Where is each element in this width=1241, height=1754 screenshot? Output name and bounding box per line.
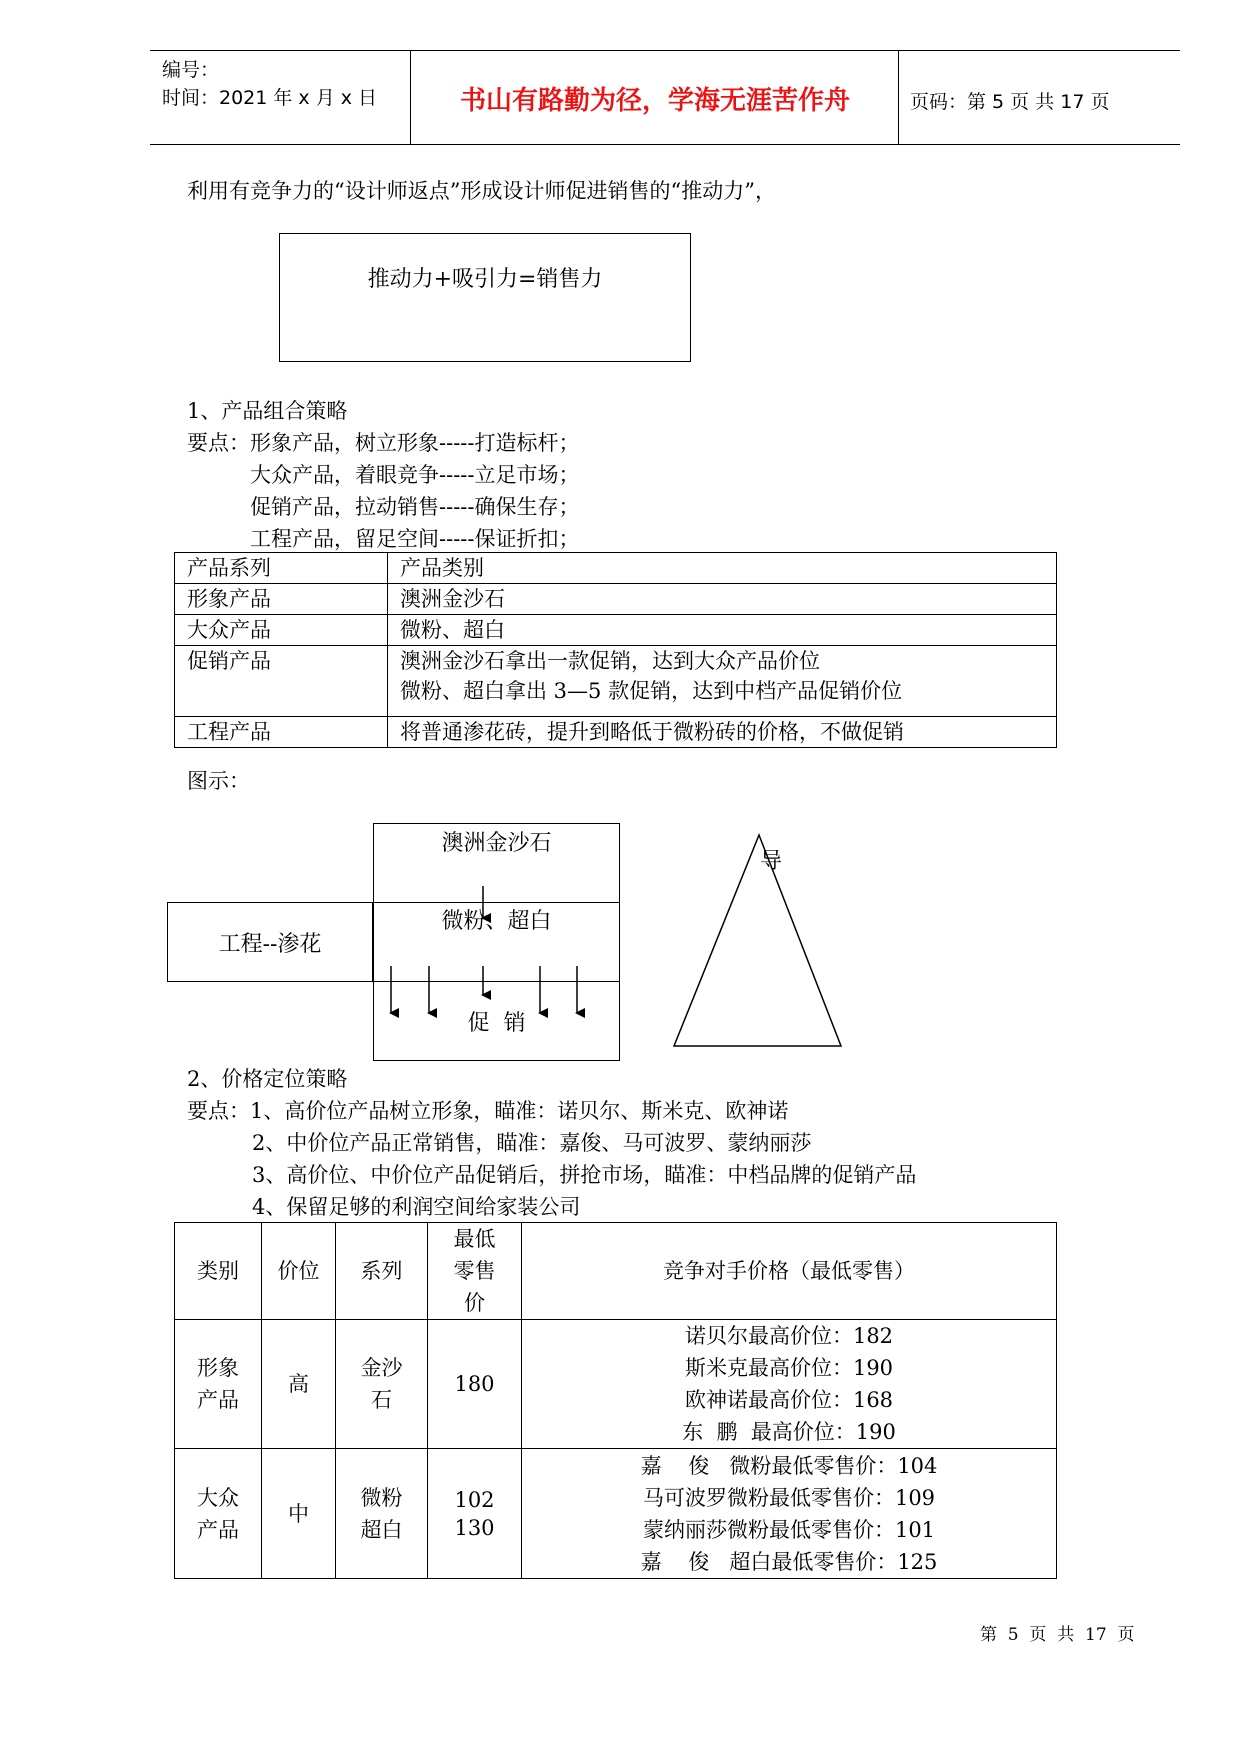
document-time-label: 时间：2021 年 x 月 x 日 <box>162 87 378 109</box>
table-cell <box>522 1320 1057 1449</box>
table-cell: 大众产品 <box>175 615 388 646</box>
table-cell: 促销产品 <box>175 646 388 717</box>
table-cell: 澳洲金沙石拿出一款促销，达到大众产品价位 微粉、超白拿出 3—5 款促销，达到中档产品促销价位 <box>388 646 1057 717</box>
table-cell: 微粉 超白 <box>336 1449 428 1579</box>
competitor-price: 诺贝尔最高价位：182 <box>684 1324 894 1348</box>
triangle-icon <box>674 835 841 1046</box>
table-cell: 金沙 石 <box>336 1320 428 1449</box>
table-header-cell: 最低 零售 价 <box>428 1223 522 1320</box>
table-cell: 将普通渗花砖，提升到略低于微粉砖的价格，不做促销 <box>388 717 1057 748</box>
section2-title: 2、价格定位策略 <box>187 1067 348 1091</box>
table-header-cell: 产品类别 <box>388 553 1057 584</box>
section2-point: 要点：1、高价位产品树立形象，瞄准：诺贝尔、斯米克、欧神诺 <box>187 1099 789 1123</box>
formula-text: 推动力+吸引力=销售力 <box>367 267 603 292</box>
competitor-price: 斯米克最高价位：190 <box>684 1356 894 1380</box>
table-cell: 形象产品 <box>175 584 388 615</box>
table-header-cell: 竞争对手价格（最低零售） <box>522 1223 1057 1320</box>
table-cell: 形象 产品 <box>175 1320 262 1449</box>
table-cell: 102 130 <box>428 1449 522 1579</box>
competitor-price: 欧神诺最高价位：168 <box>684 1388 894 1412</box>
section2-point: 2、中价位产品正常销售，瞄准：嘉俊、马可波罗、蒙纳丽莎 <box>252 1131 812 1155</box>
triangle-label: 导 <box>760 850 783 870</box>
table-cell: 大众 产品 <box>175 1449 262 1579</box>
competitor-price: 东 鹏 最高价位：190 <box>682 1420 896 1444</box>
table-cell: 微粉、超白 <box>388 615 1057 646</box>
table-cell: 高 <box>262 1320 336 1449</box>
diagram-bottom-text: 促 销 <box>467 1011 526 1036</box>
section1-point: 大众产品，着眼竞争-----立足市场； <box>250 463 580 487</box>
section1-point: 工程产品，留足空间-----保证折扣； <box>250 527 580 551</box>
diagram-left-text: 工程--渗花 <box>218 932 322 957</box>
table-row <box>175 1320 1057 1449</box>
table-cell: 中 <box>262 1449 336 1579</box>
table-header-cell: 系列 <box>336 1223 428 1320</box>
table-header-cell: 价位 <box>262 1223 336 1320</box>
diagram-top-text: 澳洲金沙石 <box>441 831 552 856</box>
table-header-cell: 产品系列 <box>175 553 388 584</box>
table-cell <box>522 1449 1057 1579</box>
header-motto: 书山有路勤为径，学海无涯苦作舟 <box>459 86 850 116</box>
table-header-row <box>175 1223 1057 1320</box>
section1-title: 1、产品组合策略 <box>187 399 348 423</box>
document-number-label: 编号： <box>162 59 220 81</box>
table-row <box>175 1449 1057 1579</box>
section1-point: 要点：形象产品，树立形象-----打造标杆； <box>187 431 580 455</box>
table-header-cell: 类别 <box>175 1223 262 1320</box>
table-cell: 工程产品 <box>175 717 388 748</box>
competitor-price: 马可波罗微粉最低零售价：109 <box>642 1485 936 1510</box>
intro-text: 利用有竞争力的“设计师返点”形成设计师促进销售的“推动力”， <box>187 179 776 203</box>
diagram-middle-text: 微粉、超白 <box>441 909 552 934</box>
page-number-label: 页码：第 5 页 共 17 页 <box>910 91 1110 113</box>
section2-point: 4、保留足够的利润空间给家装公司 <box>252 1195 581 1219</box>
table-cell: 澳洲金沙石 <box>388 584 1057 615</box>
table-cell: 180 <box>428 1320 522 1449</box>
competitor-price: 嘉 俊 微粉最低零售价：104 <box>640 1453 938 1478</box>
competitor-price: 蒙纳丽莎微粉最低零售价：101 <box>642 1517 936 1542</box>
section1-point: 促销产品，拉动销售-----确保生存； <box>250 495 580 519</box>
diagram-label: 图示： <box>187 769 250 793</box>
page-footer: 第 5 页 共 17 页 <box>980 1625 1135 1645</box>
price-positioning-table <box>174 1222 1057 1579</box>
section2-point: 3、高价位、中价位产品促销后，拼抢市场，瞄准：中档品牌的促销产品 <box>252 1163 917 1187</box>
competitor-price: 嘉 俊 超白最低零售价：125 <box>640 1549 938 1574</box>
